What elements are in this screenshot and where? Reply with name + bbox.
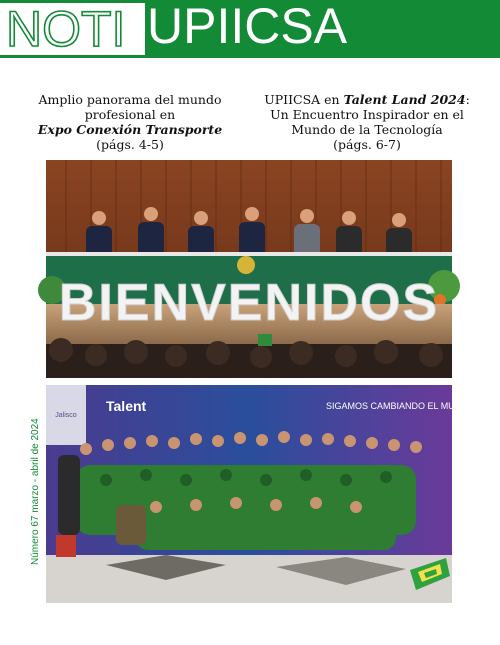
talent-brand-text: Talent	[106, 398, 147, 414]
masthead	[0, 0, 500, 58]
headline-expo-pages: (págs. 4-5)	[96, 137, 164, 152]
headline-talent-rest: : Un Encuentro Inspirador en el Mundo de la Tecnología	[270, 92, 470, 137]
sign-text: SIGAMOS CAMBIANDO EL MUNDO	[326, 401, 475, 411]
photo-talent-land-art	[46, 385, 475, 603]
masthead-left-block	[0, 0, 145, 58]
headline-expo-emphasis: Expo Conexión Transporte	[37, 122, 223, 137]
side-brand-text: Jalisco	[55, 412, 77, 419]
masthead-title-part1: NOTI	[6, 1, 126, 57]
headline-talent-pages: (págs. 6-7)	[333, 137, 401, 152]
photo-bienvenidos-art	[46, 160, 452, 378]
photo-talent-land-group	[46, 385, 475, 603]
masthead-title-part2: UPIICSA	[147, 0, 348, 54]
headline-talent-land[interactable]	[262, 92, 472, 152]
headline-expo[interactable]	[30, 92, 230, 152]
headline-talent-emphasis: Talent Land 2024	[343, 92, 466, 107]
issue-info: Número 67 marzo - abril de 2024	[30, 418, 41, 565]
headline-talent-lead: UPIICSA en	[264, 92, 340, 107]
upiicsa-logo-icon	[406, 556, 452, 592]
photo-bienvenidos	[46, 160, 452, 378]
masthead-right-block	[145, 0, 500, 58]
banner-bienvenidos: BIENVENIDOS	[58, 274, 440, 332]
headline-expo-text: Amplio panorama del mundo profesional en	[38, 92, 222, 122]
